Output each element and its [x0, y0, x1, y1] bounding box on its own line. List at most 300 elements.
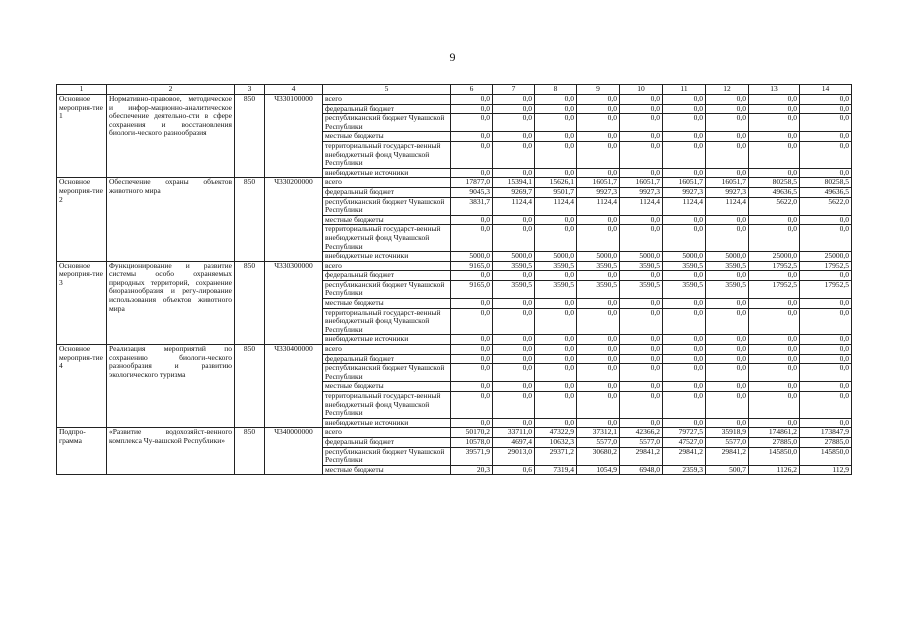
amount-cell: 0,0 — [800, 104, 852, 114]
amount-cell: 30680,2 — [577, 447, 620, 465]
amount-cell: 0,0 — [749, 271, 800, 281]
amount-cell: 0,0 — [749, 225, 800, 252]
amount-cell: 9927,3 — [706, 187, 749, 197]
amount-cell: 0,0 — [706, 345, 749, 355]
amount-cell: 0,0 — [706, 215, 749, 225]
amount-cell: 3590,5 — [663, 280, 706, 298]
header-cell: 6 — [451, 85, 493, 95]
amount-cell: 3590,5 — [535, 261, 577, 271]
amount-cell: 0,0 — [577, 114, 620, 132]
amount-cell: 5000,0 — [577, 252, 620, 262]
amount-cell: 0,0 — [535, 104, 577, 114]
classifier-cell: Ч330200000 — [265, 178, 323, 261]
amount-cell: 17952,5 — [749, 261, 800, 271]
amount-cell: 0,0 — [706, 392, 749, 419]
amount-cell: 9269,7 — [493, 187, 535, 197]
funding-source-cell: республиканский бюджет Чувашской Республики — [323, 447, 451, 465]
amount-cell: 10578,0 — [451, 437, 493, 447]
amount-cell: 0,0 — [451, 132, 493, 142]
amount-cell: 42366,2 — [620, 428, 663, 438]
amount-cell: 0,0 — [663, 308, 706, 335]
funding-source-cell: республиканский бюджет Чувашской Республики — [323, 280, 451, 298]
amount-cell: 0,0 — [706, 382, 749, 392]
amount-cell: 0,0 — [493, 299, 535, 309]
funding-source-cell: республиканский бюджет Чувашской Республики — [323, 364, 451, 382]
funding-source-cell: всего — [323, 178, 451, 188]
amount-cell: 49636,5 — [800, 187, 852, 197]
amount-cell: 0,0 — [493, 104, 535, 114]
classifier-cell: Ч330400000 — [265, 345, 323, 428]
amount-cell: 5622,0 — [800, 197, 852, 215]
header-cell: 8 — [535, 85, 577, 95]
measure-name-cell: Обеспечение охраны объектов животного мира — [107, 178, 235, 261]
amount-cell: 16051,7 — [663, 178, 706, 188]
amount-cell: 145850,0 — [749, 447, 800, 465]
amount-cell: 0,0 — [620, 215, 663, 225]
funding-source-cell: всего — [323, 345, 451, 355]
amount-cell: 50170,2 — [451, 428, 493, 438]
amount-cell: 0,0 — [663, 168, 706, 178]
funding-source-cell: местные бюджеты — [323, 132, 451, 142]
amount-cell: 0,0 — [493, 335, 535, 345]
amount-cell: 1124,4 — [663, 197, 706, 215]
amount-cell: 0,0 — [749, 345, 800, 355]
amount-cell: 0,0 — [535, 382, 577, 392]
amount-cell: 9501,7 — [535, 187, 577, 197]
budget-table — [56, 84, 852, 475]
amount-cell: 0,0 — [577, 392, 620, 419]
amount-cell: 145850,0 — [800, 447, 852, 465]
funding-source-cell: территориальный государст-венный внебюджетный фонд Чувашской Республики — [323, 308, 451, 335]
amount-cell: 0,0 — [577, 364, 620, 382]
amount-cell: 0,0 — [535, 114, 577, 132]
amount-cell: 0,0 — [800, 168, 852, 178]
amount-cell: 25000,0 — [800, 252, 852, 262]
amount-cell: 27885,0 — [800, 437, 852, 447]
amount-cell: 0,0 — [800, 335, 852, 345]
amount-cell: 0,0 — [451, 95, 493, 105]
funding-source-cell: внебюджетные источники — [323, 168, 451, 178]
amount-cell: 0,0 — [451, 382, 493, 392]
amount-cell: 0,0 — [493, 364, 535, 382]
amount-cell: 0,0 — [663, 114, 706, 132]
measure-name-cell: Нормативно-правовое, методическое и инфор-мационно-аналитическое обеспечение деятельно-сти в сфере сохранения и восстановления биологи-ческого разнообразия — [107, 95, 235, 178]
amount-cell: 25000,0 — [749, 252, 800, 262]
amount-cell: 0,0 — [706, 335, 749, 345]
amount-cell: 0,0 — [451, 225, 493, 252]
amount-cell: 0,0 — [800, 345, 852, 355]
amount-cell: 3590,5 — [577, 261, 620, 271]
amount-cell: 0,0 — [800, 364, 852, 382]
table-row — [57, 261, 852, 271]
funding-source-cell: федеральный бюджет — [323, 271, 451, 281]
amount-cell: 0,0 — [800, 225, 852, 252]
amount-cell: 1124,4 — [577, 197, 620, 215]
amount-cell: 0,0 — [706, 95, 749, 105]
amount-cell: 0,0 — [535, 168, 577, 178]
amount-cell: 0,0 — [535, 132, 577, 142]
amount-cell: 17952,5 — [800, 280, 852, 298]
header-cell: 9 — [577, 85, 620, 95]
amount-cell: 0,0 — [451, 335, 493, 345]
amount-cell: 0,0 — [620, 271, 663, 281]
amount-cell: 3590,5 — [620, 261, 663, 271]
header-cell: 12 — [706, 85, 749, 95]
amount-cell: 0,0 — [620, 345, 663, 355]
amount-cell: 0,0 — [620, 308, 663, 335]
amount-cell: 0,0 — [620, 299, 663, 309]
amount-cell: 112,9 — [800, 465, 852, 475]
amount-cell: 2359,3 — [663, 465, 706, 475]
amount-cell: 0,0 — [451, 418, 493, 428]
amount-cell: 0,0 — [749, 215, 800, 225]
measure-type-cell: Основное мероприя-тие 1 — [57, 95, 107, 178]
amount-cell: 0,0 — [620, 141, 663, 168]
amount-cell: 0,0 — [663, 335, 706, 345]
amount-cell: 0,0 — [493, 114, 535, 132]
amount-cell: 0,0 — [800, 382, 852, 392]
amount-cell: 1124,4 — [493, 197, 535, 215]
measure-name-cell: Функционирование и развитие системы особо охраняемых природных территорий, сохранение биоразнообразия и регу-лирование использования объектов животного мира — [107, 261, 235, 344]
amount-cell: 80258,5 — [800, 178, 852, 188]
header-cell: 2 — [107, 85, 235, 95]
funding-source-cell: республиканский бюджет Чувашской Республики — [323, 197, 451, 215]
amount-cell: 0,0 — [800, 215, 852, 225]
table-row — [57, 428, 852, 438]
amount-cell: 3590,5 — [577, 280, 620, 298]
amount-cell: 0,0 — [706, 271, 749, 281]
funding-source-cell: территориальный государст-венный внебюджетный фонд Чувашской Республики — [323, 141, 451, 168]
header-cell: 10 — [620, 85, 663, 95]
amount-cell: 0,0 — [749, 354, 800, 364]
measure-name-cell: «Развитие водохозяйст-венного комплекса Чу-вашской Республики» — [107, 428, 235, 475]
amount-cell: 0,0 — [535, 95, 577, 105]
amount-cell: 0,0 — [620, 132, 663, 142]
amount-cell: 17952,5 — [749, 280, 800, 298]
amount-cell: 0,0 — [706, 168, 749, 178]
code-cell: 850 — [235, 345, 265, 428]
amount-cell: 0,0 — [535, 364, 577, 382]
amount-cell: 0,0 — [451, 345, 493, 355]
amount-cell: 0,0 — [577, 418, 620, 428]
amount-cell: 27885,0 — [749, 437, 800, 447]
code-cell: 850 — [235, 95, 265, 178]
header-cell: 11 — [663, 85, 706, 95]
amount-cell: 0,0 — [749, 308, 800, 335]
amount-cell: 0,0 — [535, 354, 577, 364]
amount-cell: 29841,2 — [663, 447, 706, 465]
amount-cell: 0,0 — [535, 418, 577, 428]
amount-cell: 0,0 — [493, 308, 535, 335]
funding-source-cell: всего — [323, 261, 451, 271]
amount-cell: 0,0 — [451, 104, 493, 114]
amount-cell: 15626,1 — [535, 178, 577, 188]
amount-cell: 9927,3 — [620, 187, 663, 197]
amount-cell: 0,0 — [800, 95, 852, 105]
funding-source-cell: всего — [323, 428, 451, 438]
amount-cell: 0,0 — [663, 141, 706, 168]
amount-cell: 0,0 — [800, 299, 852, 309]
measure-type-cell: Основное мероприя-тие 3 — [57, 261, 107, 344]
amount-cell: 0,0 — [577, 95, 620, 105]
amount-cell: 17952,5 — [800, 261, 852, 271]
code-cell: 850 — [235, 178, 265, 261]
amount-cell: 0,0 — [749, 418, 800, 428]
amount-cell: 0,0 — [577, 335, 620, 345]
header-row — [57, 85, 852, 95]
header-cell: 3 — [235, 85, 265, 95]
amount-cell: 0,0 — [535, 141, 577, 168]
amount-cell: 20,3 — [451, 465, 493, 475]
amount-cell: 9927,3 — [577, 187, 620, 197]
funding-source-cell: территориальный государст-венный внебюджетный фонд Чувашской Республики — [323, 225, 451, 252]
amount-cell: 0,0 — [535, 215, 577, 225]
amount-cell: 0,0 — [663, 215, 706, 225]
amount-cell: 0,0 — [535, 335, 577, 345]
amount-cell: 0,0 — [493, 141, 535, 168]
amount-cell: 1124,4 — [620, 197, 663, 215]
amount-cell: 5000,0 — [493, 252, 535, 262]
amount-cell: 16051,7 — [577, 178, 620, 188]
amount-cell: 0,0 — [493, 95, 535, 105]
amount-cell: 3590,5 — [663, 261, 706, 271]
amount-cell: 500,7 — [706, 465, 749, 475]
amount-cell: 1124,4 — [535, 197, 577, 215]
funding-source-cell: федеральный бюджет — [323, 104, 451, 114]
amount-cell: 0,0 — [749, 141, 800, 168]
measure-type-cell: Основное мероприя-тие 2 — [57, 178, 107, 261]
amount-cell: 0,0 — [493, 418, 535, 428]
amount-cell: 5622,0 — [749, 197, 800, 215]
amount-cell: 0,0 — [620, 114, 663, 132]
amount-cell: 5000,0 — [706, 252, 749, 262]
amount-cell: 0,0 — [749, 299, 800, 309]
code-cell: 850 — [235, 261, 265, 344]
amount-cell: 0,0 — [451, 271, 493, 281]
amount-cell: 0,0 — [451, 392, 493, 419]
amount-cell: 0,0 — [451, 141, 493, 168]
amount-cell: 0,0 — [663, 104, 706, 114]
amount-cell: 5577,0 — [620, 437, 663, 447]
page-number: 9 — [449, 50, 456, 64]
amount-cell: 9045,3 — [451, 187, 493, 197]
funding-source-cell: местные бюджеты — [323, 382, 451, 392]
amount-cell: 0,0 — [577, 141, 620, 168]
classifier-cell: Ч330100000 — [265, 95, 323, 178]
amount-cell: 0,0 — [800, 418, 852, 428]
header-cell: 5 — [323, 85, 451, 95]
amount-cell: 0,0 — [577, 215, 620, 225]
amount-cell: 0,0 — [800, 141, 852, 168]
amount-cell: 0,0 — [706, 299, 749, 309]
amount-cell: 1124,4 — [706, 197, 749, 215]
amount-cell: 0,0 — [451, 308, 493, 335]
amount-cell: 0,0 — [493, 345, 535, 355]
amount-cell: 0,0 — [493, 168, 535, 178]
code-cell: 850 — [235, 428, 265, 475]
funding-source-cell: местные бюджеты — [323, 215, 451, 225]
amount-cell: 0,0 — [620, 168, 663, 178]
amount-cell: 0,0 — [493, 354, 535, 364]
amount-cell: 0,0 — [800, 114, 852, 132]
amount-cell: 0,0 — [800, 392, 852, 419]
amount-cell: 3590,5 — [620, 280, 663, 298]
amount-cell: 33711,0 — [493, 428, 535, 438]
classifier-cell: Ч340000000 — [265, 428, 323, 475]
amount-cell: 0,0 — [577, 345, 620, 355]
amount-cell: 0,0 — [451, 354, 493, 364]
amount-cell: 47527,0 — [663, 437, 706, 447]
amount-cell: 0,0 — [749, 104, 800, 114]
header-cell: 7 — [493, 85, 535, 95]
amount-cell: 0,0 — [749, 114, 800, 132]
amount-cell: 49636,5 — [749, 187, 800, 197]
amount-cell: 37312,1 — [577, 428, 620, 438]
amount-cell: 0,0 — [620, 335, 663, 345]
amount-cell: 174861,2 — [749, 428, 800, 438]
measure-type-cell: Подпро-грамма — [57, 428, 107, 475]
amount-cell: 0,0 — [749, 168, 800, 178]
amount-cell: 0,0 — [493, 392, 535, 419]
amount-cell: 35918,9 — [706, 428, 749, 438]
amount-cell: 80258,5 — [749, 178, 800, 188]
amount-cell: 0,0 — [620, 382, 663, 392]
amount-cell: 3590,5 — [493, 261, 535, 271]
amount-cell: 29371,2 — [535, 447, 577, 465]
amount-cell: 0,0 — [620, 354, 663, 364]
amount-cell: 0,0 — [706, 104, 749, 114]
amount-cell: 5000,0 — [451, 252, 493, 262]
amount-cell: 5577,0 — [706, 437, 749, 447]
amount-cell: 3590,5 — [706, 261, 749, 271]
amount-cell: 3590,5 — [706, 280, 749, 298]
table-row — [57, 345, 852, 355]
amount-cell: 10632,3 — [535, 437, 577, 447]
amount-cell: 1126,2 — [749, 465, 800, 475]
amount-cell: 0,0 — [620, 364, 663, 382]
amount-cell: 0,0 — [663, 132, 706, 142]
amount-cell: 0,0 — [800, 271, 852, 281]
amount-cell: 0,0 — [706, 308, 749, 335]
amount-cell: 0,0 — [706, 225, 749, 252]
amount-cell: 0,0 — [663, 392, 706, 419]
funding-source-cell: всего — [323, 95, 451, 105]
funding-source-cell: федеральный бюджет — [323, 354, 451, 364]
amount-cell: 3590,5 — [493, 280, 535, 298]
funding-source-cell: федеральный бюджет — [323, 437, 451, 447]
amount-cell: 0,0 — [577, 132, 620, 142]
amount-cell: 0,0 — [451, 299, 493, 309]
amount-cell: 5000,0 — [620, 252, 663, 262]
amount-cell: 0,0 — [706, 364, 749, 382]
amount-cell: 0,0 — [577, 299, 620, 309]
funding-source-cell: местные бюджеты — [323, 465, 451, 475]
amount-cell: 0,0 — [620, 104, 663, 114]
header-cell: 4 — [265, 85, 323, 95]
funding-source-cell: внебюджетные источники — [323, 418, 451, 428]
amount-cell: 0,0 — [535, 392, 577, 419]
amount-cell: 0,0 — [749, 382, 800, 392]
amount-cell: 3831,7 — [451, 197, 493, 215]
amount-cell: 0,0 — [620, 225, 663, 252]
amount-cell: 17877,0 — [451, 178, 493, 188]
header-cell: 14 — [800, 85, 852, 95]
amount-cell: 0,0 — [749, 132, 800, 142]
funding-source-cell: территориальный государст-венный внебюджетный фонд Чувашской Республики — [323, 392, 451, 419]
amount-cell: 0,0 — [451, 114, 493, 132]
funding-source-cell: внебюджетные источники — [323, 252, 451, 262]
amount-cell: 0,0 — [706, 141, 749, 168]
amount-cell: 0,0 — [535, 308, 577, 335]
amount-cell: 16051,7 — [706, 178, 749, 188]
amount-cell: 0,0 — [535, 299, 577, 309]
amount-cell: 0,0 — [800, 354, 852, 364]
amount-cell: 0,0 — [535, 225, 577, 252]
amount-cell: 0,0 — [749, 364, 800, 382]
amount-cell: 0,0 — [535, 271, 577, 281]
amount-cell: 0,0 — [706, 418, 749, 428]
amount-cell: 5577,0 — [577, 437, 620, 447]
amount-cell: 29013,0 — [493, 447, 535, 465]
amount-cell: 1054,9 — [577, 465, 620, 475]
measure-name-cell: Реализация мероприятий по сохранению биологи-ческого разнообразия и развитию экологического туризма — [107, 345, 235, 428]
amount-cell: 0,0 — [749, 335, 800, 345]
amount-cell: 0,0 — [577, 308, 620, 335]
amount-cell: 0,0 — [706, 132, 749, 142]
amount-cell: 0,0 — [577, 271, 620, 281]
amount-cell: 0,0 — [451, 215, 493, 225]
amount-cell: 0,0 — [620, 95, 663, 105]
measure-type-cell: Основное мероприя-тие 4 — [57, 345, 107, 428]
amount-cell: 9927,3 — [663, 187, 706, 197]
amount-cell: 0,0 — [663, 382, 706, 392]
table-body — [57, 85, 852, 475]
funding-source-cell: внебюджетные источники — [323, 335, 451, 345]
funding-source-cell: федеральный бюджет — [323, 187, 451, 197]
header-cell: 1 — [57, 85, 107, 95]
amount-cell: 0,0 — [800, 132, 852, 142]
amount-cell: 5000,0 — [663, 252, 706, 262]
header-cell: 13 — [749, 85, 800, 95]
amount-cell: 0,0 — [663, 271, 706, 281]
amount-cell: 0,0 — [663, 364, 706, 382]
amount-cell: 0,0 — [749, 392, 800, 419]
amount-cell: 4697,4 — [493, 437, 535, 447]
amount-cell: 0,0 — [493, 215, 535, 225]
amount-cell: 39571,9 — [451, 447, 493, 465]
amount-cell: 0,0 — [663, 225, 706, 252]
amount-cell: 15394,1 — [493, 178, 535, 188]
funding-source-cell: республиканский бюджет Чувашской Республики — [323, 114, 451, 132]
amount-cell: 0,0 — [535, 345, 577, 355]
amount-cell: 16051,7 — [620, 178, 663, 188]
amount-cell: 9165,0 — [451, 280, 493, 298]
table-row — [57, 178, 852, 188]
amount-cell: 0,0 — [577, 225, 620, 252]
amount-cell: 0,0 — [577, 168, 620, 178]
amount-cell: 0,0 — [451, 364, 493, 382]
amount-cell: 9165,0 — [451, 261, 493, 271]
amount-cell: 6948,0 — [620, 465, 663, 475]
funding-source-cell: местные бюджеты — [323, 299, 451, 309]
amount-cell: 173847,9 — [800, 428, 852, 438]
amount-cell: 0,0 — [706, 114, 749, 132]
amount-cell: 0,0 — [706, 354, 749, 364]
classifier-cell: Ч330300000 — [265, 261, 323, 344]
amount-cell: 0,0 — [663, 95, 706, 105]
amount-cell: 0,0 — [577, 382, 620, 392]
amount-cell: 0,0 — [620, 418, 663, 428]
